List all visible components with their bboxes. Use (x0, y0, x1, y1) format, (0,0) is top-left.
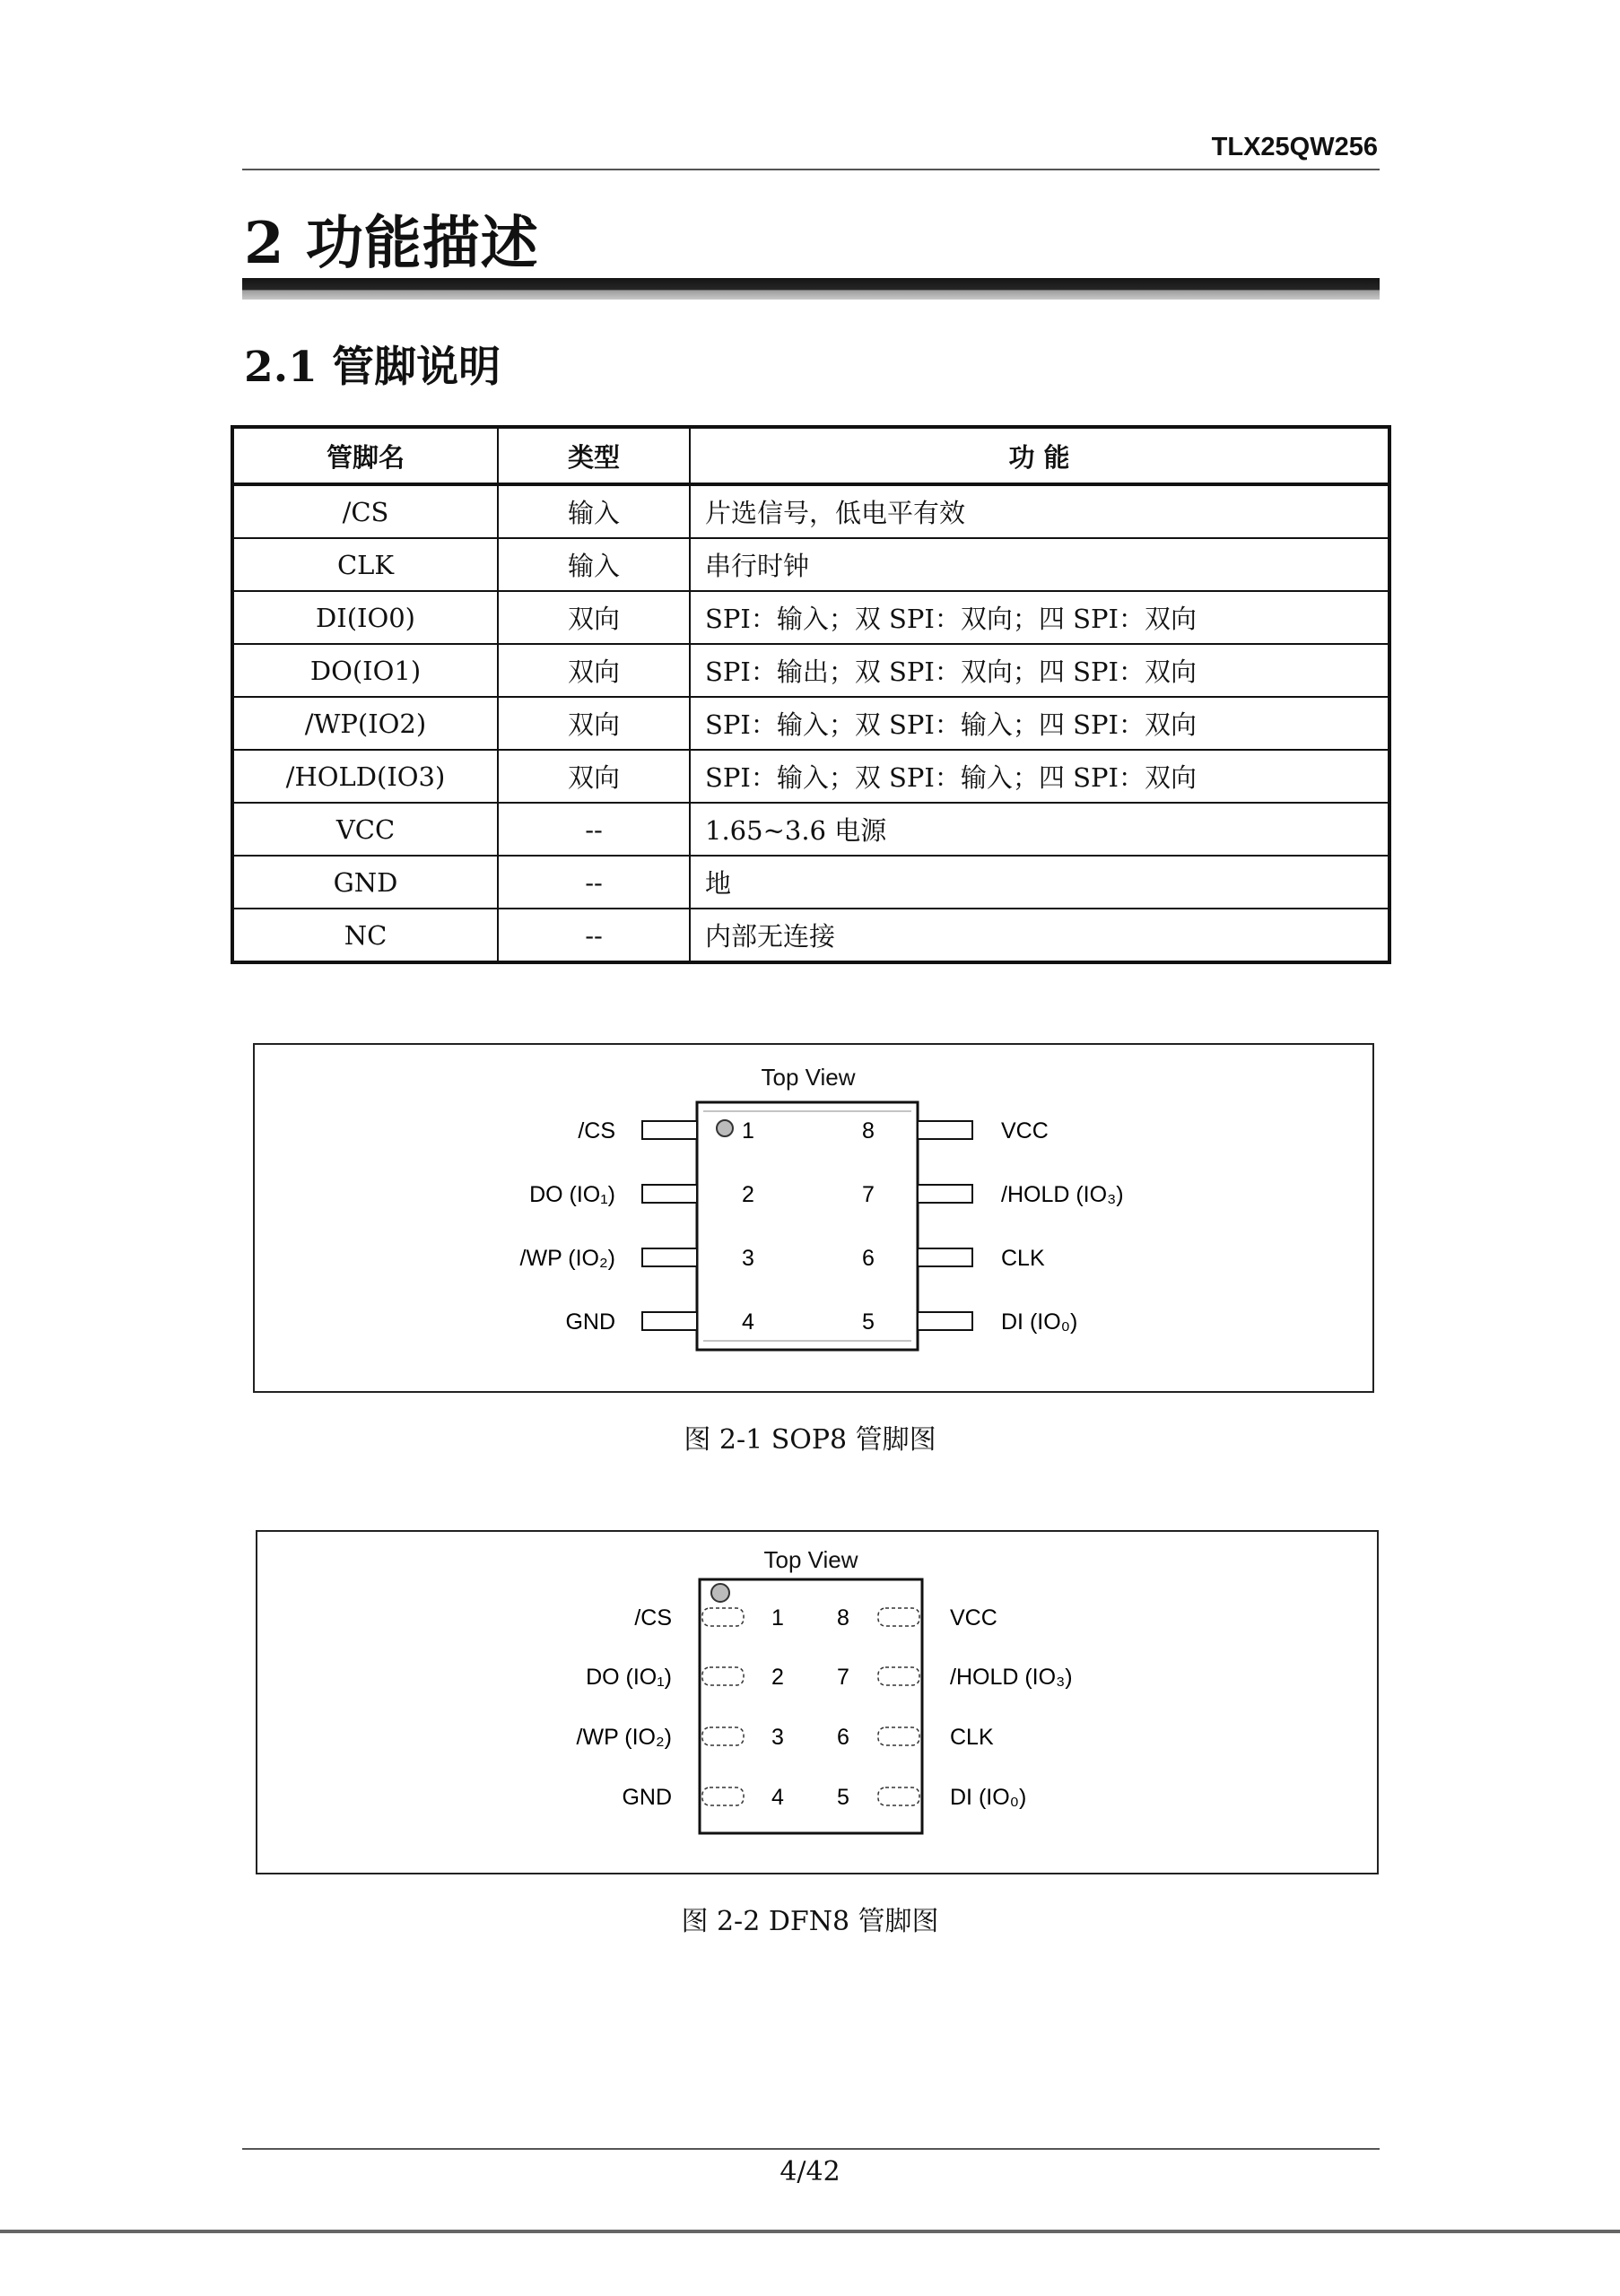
sop8-lead-7 (918, 1185, 972, 1203)
dfn8-package-body (700, 1579, 922, 1833)
table-header-row (232, 427, 1389, 484)
pin-name-cell: DO(IO1) (232, 644, 498, 697)
pin-function-cell: SPI：输入；双 SPI：输入；四 SPI：双向 (690, 750, 1389, 803)
dfn8-pin-number: 7 (837, 1665, 849, 1690)
sop8-pin-number: 4 (742, 1309, 754, 1335)
dfn8-pinout-diagram (257, 1532, 1377, 1873)
dfn8-pin-number: 8 (837, 1605, 849, 1631)
pin-type-cell: 双向 (498, 697, 690, 750)
sop8-pin-number: 1 (742, 1118, 754, 1144)
pin-name-cell: GND (232, 856, 498, 909)
dfn8-pin-number: 4 (771, 1785, 784, 1810)
page-number: 4/42 (780, 2156, 840, 2187)
page-bottom-edge (0, 2230, 1620, 2233)
pin-type-cell: -- (498, 803, 690, 856)
pin-function-cell: 片选信号，低电平有效 (690, 484, 1389, 538)
sop8-pin-label: /WP (IO₂) (519, 1246, 615, 1271)
sop8-pin-label: /CS (578, 1118, 615, 1144)
dfn8-pin-label: /CS (634, 1605, 672, 1631)
sop8-pin-number: 6 (862, 1246, 875, 1271)
table-row (232, 591, 1389, 644)
pin-name-cell: /HOLD(IO3) (232, 750, 498, 803)
dfn8-pin-number: 2 (771, 1665, 784, 1690)
dfn8-pin-label: VCC (950, 1605, 997, 1631)
sop8-pinout-diagram (255, 1045, 1372, 1391)
pin-function-cell: SPI：输出；双 SPI：双向；四 SPI：双向 (690, 644, 1389, 697)
dfn8-pin-number: 1 (771, 1605, 784, 1631)
pin-function-cell: SPI：输入；双 SPI：双向；四 SPI：双向 (690, 591, 1389, 644)
table-header-type: 类型 (498, 427, 690, 484)
dfn8-top-view-label: Top View (763, 1546, 858, 1573)
sop8-pin-label: GND (565, 1309, 615, 1335)
pin-description-table (231, 425, 1391, 964)
dfn8-pin-label: DI (IO₀) (950, 1785, 1027, 1810)
dfn8-pin-label: GND (622, 1785, 672, 1810)
dfn8-pin-number: 5 (837, 1785, 849, 1810)
pin-type-cell: 双向 (498, 644, 690, 697)
figure-caption-dfn8: 图 2-2 DFN8 管脚图 (681, 1906, 939, 1937)
sop8-pin-label: DO (IO₁) (529, 1182, 615, 1207)
dfn8-pin-label: /HOLD (IO₃) (950, 1665, 1073, 1690)
sop8-lead-2 (642, 1185, 697, 1203)
pin-function-cell: 内部无连接 (690, 909, 1389, 962)
sop8-pin-number: 8 (862, 1118, 875, 1144)
section-title: 2.1 管脚说明 (244, 343, 501, 392)
table-row (232, 750, 1389, 803)
sop8-lead-6 (918, 1248, 972, 1266)
dfn8-pin-number: 6 (837, 1725, 849, 1750)
pin-function-cell: 地 (690, 856, 1389, 909)
table-row (232, 538, 1389, 591)
pin-name-cell: VCC (232, 803, 498, 856)
pin1-marker-dot (711, 1584, 729, 1602)
table-row (232, 856, 1389, 909)
pin-name-cell: NC (232, 909, 498, 962)
table-row (232, 697, 1389, 750)
sop8-pin-label: CLK (1001, 1246, 1045, 1271)
pin-name-cell: CLK (232, 538, 498, 591)
sop8-package-body (697, 1102, 918, 1350)
figure-caption-sop8: 图 2-1 SOP8 管脚图 (684, 1424, 936, 1456)
pin-type-cell: 双向 (498, 591, 690, 644)
header-divider (242, 169, 1380, 170)
table-row (232, 909, 1389, 962)
pin-function-cell: SPI：输入；双 SPI：输入；四 SPI：双向 (690, 697, 1389, 750)
pin-function-cell: 串行时钟 (690, 538, 1389, 591)
table-row (232, 484, 1389, 538)
pin-type-cell: 双向 (498, 750, 690, 803)
sop8-lead-3 (642, 1248, 697, 1266)
chapter-title: 2 功能描述 (244, 210, 539, 277)
pin-name-cell: /CS (232, 484, 498, 538)
sop8-top-view-label: Top View (761, 1064, 856, 1091)
sop8-lead-5 (918, 1312, 972, 1330)
table-header-pin-name: 管脚名 (232, 427, 498, 484)
table-row (232, 803, 1389, 856)
pin-type-cell: -- (498, 909, 690, 962)
table-row (232, 644, 1389, 697)
sop8-pin-label: DI (IO₀) (1001, 1309, 1078, 1335)
sop8-pin-number: 3 (742, 1246, 754, 1271)
pin-type-cell: 输入 (498, 484, 690, 538)
pin-name-cell: DI(IO0) (232, 591, 498, 644)
pin-type-cell: -- (498, 856, 690, 909)
sop8-pin-number: 5 (862, 1309, 875, 1335)
dfn8-pin-label: CLK (950, 1725, 994, 1750)
sop8-pin-number: 7 (862, 1182, 875, 1207)
pin-name-cell: /WP(IO2) (232, 697, 498, 750)
dfn8-pin-label: DO (IO₁) (586, 1665, 672, 1690)
document-model-header: TLX25QW256 (1211, 133, 1378, 161)
table-header-function: 功 能 (690, 427, 1389, 484)
sop8-figure-frame (253, 1043, 1374, 1393)
sop8-lead-1 (642, 1121, 697, 1139)
footer-divider (242, 2148, 1380, 2150)
dfn8-pin-label: /WP (IO₂) (576, 1725, 672, 1750)
pin1-marker-dot (717, 1120, 733, 1136)
chapter-title-bar (242, 278, 1380, 300)
sop8-lead-4 (642, 1312, 697, 1330)
pin-function-cell: 1.65~3.6 电源 (690, 803, 1389, 856)
sop8-pin-number: 2 (742, 1182, 754, 1207)
sop8-lead-8 (918, 1121, 972, 1139)
sop8-pin-label: /HOLD (IO₃) (1001, 1182, 1124, 1207)
dfn8-pin-number: 3 (771, 1725, 784, 1750)
dfn8-figure-frame (256, 1530, 1379, 1874)
sop8-pin-label: VCC (1001, 1118, 1049, 1144)
pin-type-cell: 输入 (498, 538, 690, 591)
